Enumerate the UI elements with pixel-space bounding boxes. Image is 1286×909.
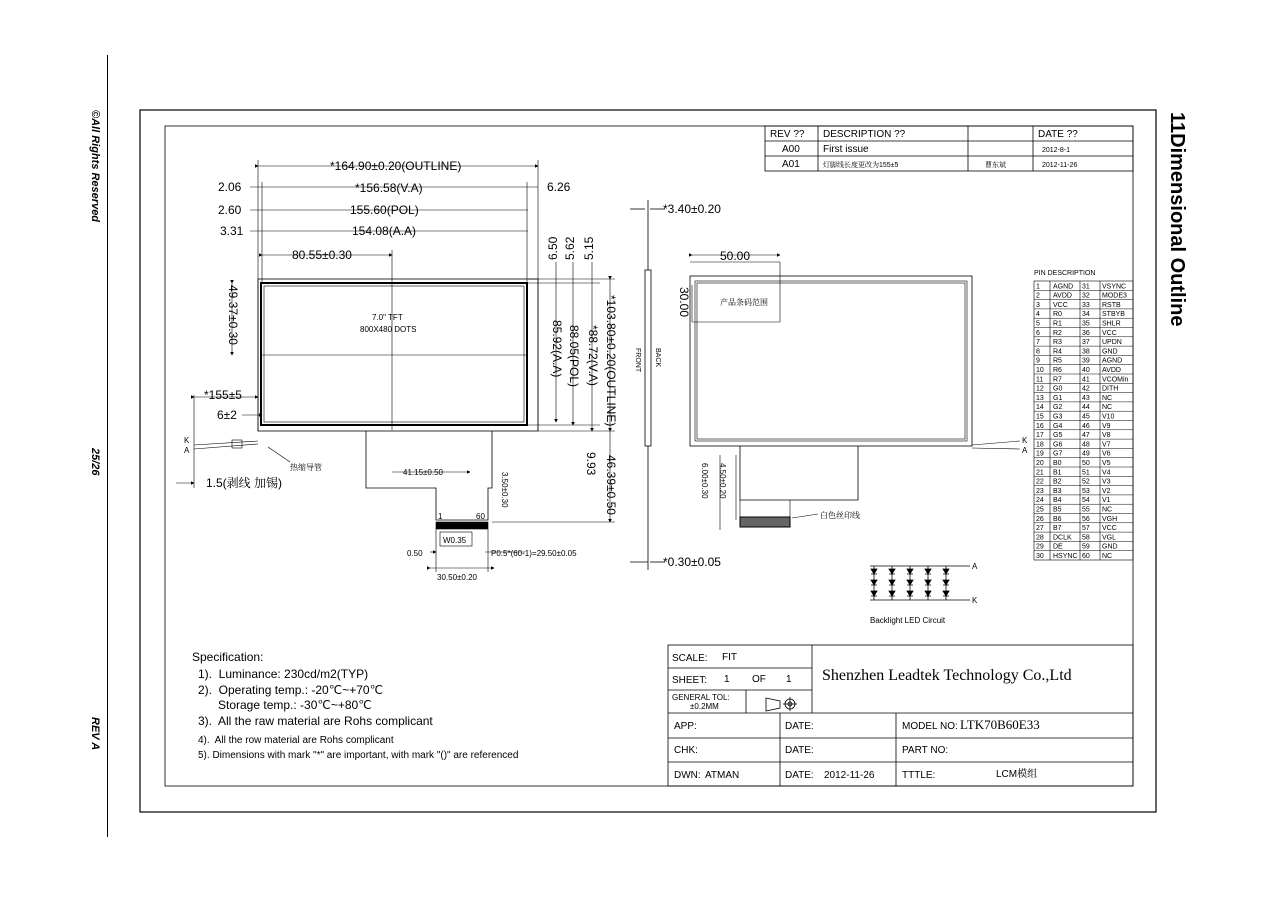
pin-table-rows [1034,283,1133,560]
pin-cell: 32 [1082,292,1090,300]
pin-cell: 10 [1036,367,1044,374]
pin-cell: VCC [1102,329,1117,337]
spec-line-6: 5). Dimensions with mark "*" are important, with mark "()" are referenced [198,750,519,761]
dim-aa-height: 85.92(A.A) [550,320,564,378]
dim-fpc-height: 46.39±0.50 [604,455,618,515]
dim-fpc-tail: 3.50±0.30 [500,472,509,508]
app-date-label: DATE: [785,721,814,732]
dim-pol-width: 155.60(POL) [350,203,419,217]
pin-cell: 55 [1082,506,1090,514]
pin-cell: 14 [1036,404,1044,412]
pin-cell: VSYNC [1102,283,1127,291]
pin-cell: 11 [1036,376,1044,384]
pin-cell: V6 [1102,450,1111,458]
front-wire-a: A [184,446,190,455]
pin-cell: NC [1102,394,1113,402]
dwn-date-label: DATE: [785,770,814,781]
dim-offset-515: 5.15 [582,236,596,260]
chk-label: CHK: [674,745,698,756]
spec-line-5: 4). All the row material are Rohs complicant [198,735,394,746]
dim-pin-width: W0.35 [443,536,467,545]
pin-cell: NC [1102,404,1113,412]
pin-cell: 30 [1036,553,1044,560]
pin-cell: 44 [1082,404,1090,412]
pin-cell: 29 [1036,543,1044,551]
pin-cell: 53 [1082,487,1090,495]
screen-resolution-label: 800X480 DOTS [360,325,417,334]
pin-cell: V4 [1102,469,1111,477]
front-wire-k: K [184,436,190,445]
pin-cell: AVDD [1102,367,1121,374]
pin-cell: GND [1102,348,1118,356]
pin-cell: G6 [1053,441,1063,449]
spec-line-2: 2). Operating temp.: -20℃~+70℃ [198,683,384,697]
pin-cell: B0 [1053,460,1062,467]
sheet-label: SHEET: [672,675,708,686]
pin-cell: HSYNC [1053,553,1078,560]
tolerance-label: GENERAL TOL: [672,693,730,702]
back-wire-a: A [1022,446,1028,455]
led-diode-icon [889,569,895,574]
led-diode-icon [871,580,877,585]
scale-value: FIT [722,652,737,663]
pin-cell: G1 [1053,394,1063,402]
led-diode-icon [871,591,877,596]
dim-fpc-edge: 0.50 [407,549,423,558]
date-a01: 2012-11-26 [1042,162,1078,169]
pin-cell: 18 [1036,441,1044,449]
date-a00: 2012-8-1 [1042,147,1071,154]
led-diode-icon [907,580,913,585]
dim-aa-width: 154.08(A.A) [352,224,417,238]
pin-cell: 39 [1082,357,1090,365]
dwn-date-value: 2012-11-26 [824,770,875,781]
date-header: DATE ?? [1038,129,1078,140]
pin-cell: 47 [1082,432,1090,440]
copyright-note: ©All Rights Reserved [89,110,101,223]
side-view [630,200,665,570]
pin-cell: G7 [1053,450,1063,458]
by-a01: 曹东斌 [985,162,1006,169]
pin-cell: G3 [1053,413,1063,421]
pin-cell: R3 [1053,339,1062,347]
pin-cell: 26 [1036,515,1044,523]
pin-cell: B6 [1053,515,1062,523]
pin-cell: 60 [1082,553,1090,560]
pin-cell: VGL [1102,534,1117,542]
pin-cell: G4 [1053,422,1063,430]
pin-cell: B5 [1053,506,1062,514]
dim-outline-height: *103.80±0.20(OUTLINE) [604,295,618,427]
pin-cell: 20 [1036,460,1044,467]
led-diode-icon [943,569,949,574]
pin-cell: 38 [1082,348,1090,356]
pin-cell: 54 [1082,497,1090,505]
pin-cell: VCC [1053,301,1068,309]
page-number: 25/26 [89,448,101,476]
desc-header: DESCRIPTION ?? [823,129,906,140]
pin-cell: 42 [1082,385,1090,393]
dim-pol-height: 88.05(POL) [567,325,581,388]
pin-cell: G5 [1053,432,1063,440]
backlight-circuit [870,566,970,600]
pin-cell: 58 [1082,534,1090,542]
pin-cell: 15 [1036,413,1044,421]
pin-cell: 36 [1082,329,1090,337]
pin-cell: 52 [1082,478,1090,486]
revision-note: REV A [89,717,101,751]
scale-label: SCALE: [672,653,708,664]
pin-cell: 50 [1082,460,1090,467]
dim-wire-length: *155±5 [204,388,242,402]
spec-line-3: Storage temp.: -30℃~+80℃ [198,698,372,712]
pin-cell: 57 [1082,525,1090,533]
pin-cell: 7 [1036,339,1040,347]
desc-a00: First issue [823,144,869,155]
pin-cell: DCLK [1053,534,1072,542]
desc-a01: 灯脚线长度更改为155±5 [823,162,899,169]
sheet-total: 1 [786,674,792,685]
dim-fpc-total: 30.50±0.20 [437,573,477,582]
back-view-outline [690,255,1020,530]
part-label: PART NO: [902,745,949,756]
pin-cell: 6 [1036,329,1040,337]
pin-cell: 9 [1036,357,1040,365]
pin-cell: GND [1102,543,1118,551]
pin-cell: 21 [1036,469,1044,477]
company-name: Shenzhen Leadtek Technology Co.,Ltd [822,667,1072,684]
dim-offset-562: 5.62 [563,236,577,260]
pin-cell: V7 [1102,441,1111,449]
pin-cell: R2 [1053,329,1062,337]
side-front-label: FRONT [634,348,641,373]
sheet-of: OF [752,674,766,685]
projection-symbol-icon [766,697,797,711]
dim-offset-993: 9.93 [584,452,598,476]
pin-cell: NC [1102,553,1113,560]
pin-cell: 13 [1036,394,1044,402]
pin-cell: V10 [1102,413,1115,421]
pin-cell: VCC [1102,525,1117,533]
pin-cell: 45 [1082,413,1090,421]
led-diode-icon [925,580,931,585]
pin-cell: B3 [1053,487,1062,495]
dwn-value: ATMAN [705,770,740,781]
dim-wire-strip: 1.5(剥线 加锡) [206,476,283,490]
pin-cell: VCOMin [1102,376,1129,384]
pin-cell: B4 [1053,497,1062,505]
pin-cell: 1 [1036,283,1040,291]
pin-cell: RSTB [1102,301,1121,309]
led-diode-icon [925,569,931,574]
dim-center-x: 80.55±0.30 [292,248,352,262]
pin-cell: G2 [1053,404,1063,412]
dim-wire-offset: 6±2 [217,408,237,422]
model-label: MODEL NO: [902,721,958,732]
pin-cell: 49 [1082,450,1090,458]
backlight-k-label: K [972,596,978,605]
pin-cell: R6 [1053,367,1062,374]
pin-cell: 31 [1082,283,1090,291]
dim-fpc-x: 41.15±0.50 [403,468,443,477]
pin-table-title: PIN DESCRIPTION [1034,270,1096,277]
pin-cell: 23 [1036,487,1044,495]
screen-size-label: 7.0" TFT [372,313,403,322]
backlight-title: Backlight LED Circuit [870,616,946,625]
dim-offset-331: 3.31 [220,224,244,238]
pin-cell: V9 [1102,422,1111,430]
pin-cell: 48 [1082,441,1090,449]
sheet-number: 1 [724,674,730,685]
dim-pin-pitch: P0.5*(60-1)=29.50±0.05 [491,549,577,558]
dim-back-fpc-a: 6.00±0.30 [700,463,709,499]
silkscreen-label: 白色丝印线 [820,511,860,520]
pin-cell: V3 [1102,478,1111,486]
pin-cell: V1 [1102,497,1111,505]
pin-cell: 28 [1036,534,1044,542]
dim-center-y: 49.37±0.30 [226,285,240,345]
section-title: 11Dimensional Outline [1166,112,1188,327]
pin-cell: 27 [1036,525,1044,533]
pin-cell: 59 [1082,543,1090,551]
pin-cell: 35 [1082,320,1090,328]
led-diode-icon [889,591,895,596]
pin-cell: 25 [1036,506,1044,514]
pin-cell: 17 [1036,432,1044,440]
pin-cell: G0 [1053,385,1063,393]
pin-cell: SHLR [1102,320,1121,328]
pin-cell: AVDD [1053,292,1072,300]
pin-cell: 37 [1082,339,1090,347]
pin-cell: VGH [1102,515,1118,523]
title-label: TTTLE: [902,770,936,781]
rev-header: REV ?? [770,129,805,140]
dim-offset-206: 2.06 [218,180,242,194]
led-diode-icon [943,580,949,585]
led-diode-icon [943,591,949,596]
dim-offset-650: 6.50 [546,236,560,260]
led-diode-icon [907,569,913,574]
pin-cell: 43 [1082,394,1090,402]
pin-cell: 46 [1082,422,1090,430]
pin-cell: 56 [1082,515,1090,523]
pin-cell: R5 [1053,357,1062,365]
pin-cell: 8 [1036,348,1040,356]
dim-thickness: *3.40±0.20 [663,202,721,216]
rev-a00: A00 [782,144,800,155]
pin-cell: NC [1102,506,1113,514]
title-value: LCM模组 [996,769,1038,780]
pin-cell: 12 [1036,385,1044,393]
fpc-pin60-label: 60 [476,512,485,521]
pin-cell: B1 [1053,469,1062,477]
app-label: APP: [674,721,697,732]
dim-label-height: 30.00 [677,287,691,318]
pin-cell: R1 [1053,320,1062,328]
pin-cell: AGND [1053,283,1074,291]
pin-cell: MODE3 [1102,292,1127,300]
led-diode-icon [907,591,913,596]
pin-cell: R4 [1053,348,1062,356]
pin-cell: 34 [1082,311,1090,319]
led-diode-icon [871,569,877,574]
dim-label-width: 50.00 [720,249,751,263]
front-view-outline [258,250,538,520]
tolerance-value: ±0.2MM [690,702,719,711]
spec-line-1: 1). Luminance: 230cd/m2(TYP) [198,667,369,681]
dim-va-width: *156.58(V.A) [355,181,423,195]
pin-cell: B2 [1053,478,1062,486]
pin-cell: V2 [1102,487,1111,495]
pin-cell: 2 [1036,292,1040,300]
dwn-label: DWN: [674,770,701,781]
side-back-label: BACK [654,348,661,368]
pin-cell: B7 [1053,525,1062,533]
pin-cell: 19 [1036,450,1044,458]
pin-cell: AGND [1102,357,1123,365]
fpc-pin1-label: 1 [438,512,443,521]
heat-shrink-label: 热缩导管 [290,463,322,472]
led-diode-icon [925,591,931,596]
pin-cell: 24 [1036,497,1044,505]
pin-cell: 40 [1082,367,1090,374]
back-wire-k: K [1022,436,1028,445]
dim-offset-626: 6.26 [547,180,571,194]
pin-cell: DITH [1102,385,1119,393]
pin-cell: 4 [1036,311,1040,319]
dim-bottom-thickness: *0.30±0.05 [663,555,721,569]
pin-cell: 3 [1036,301,1040,309]
barcode-area-label: 产品条码范围 [720,298,768,307]
pin-cell: R7 [1053,376,1062,384]
pin-cell: 51 [1082,469,1090,477]
led-diode-icon [889,580,895,585]
pin-cell: 22 [1036,478,1044,486]
spec-line-4: 3). All the raw material are Rohs complicant [198,714,433,728]
pin-cell: STBYB [1102,311,1125,319]
pin-cell: 41 [1082,376,1090,384]
dim-back-fpc-b: 4.50±0.20 [718,463,727,499]
dim-outline-width: *164.90±0.20(OUTLINE) [330,159,462,173]
backlight-a-label: A [972,562,978,571]
pin-cell: 16 [1036,422,1044,430]
pin-cell: UPDN [1102,339,1122,347]
pin-cell: V8 [1102,432,1111,440]
rev-a01: A01 [782,159,800,170]
pin-cell: 5 [1036,320,1040,328]
dim-va-height: *88.72(V.A) [586,325,600,386]
model-value: LTK70B60E33 [960,717,1040,732]
pin-cell: R0 [1053,311,1062,319]
pin-cell: 33 [1082,301,1090,309]
pin-cell: DE [1053,543,1063,551]
spec-title: Specification: [192,650,264,664]
pin-cell: V5 [1102,460,1111,467]
dim-offset-260: 2.60 [218,203,242,217]
chk-date-label: DATE: [785,745,814,756]
